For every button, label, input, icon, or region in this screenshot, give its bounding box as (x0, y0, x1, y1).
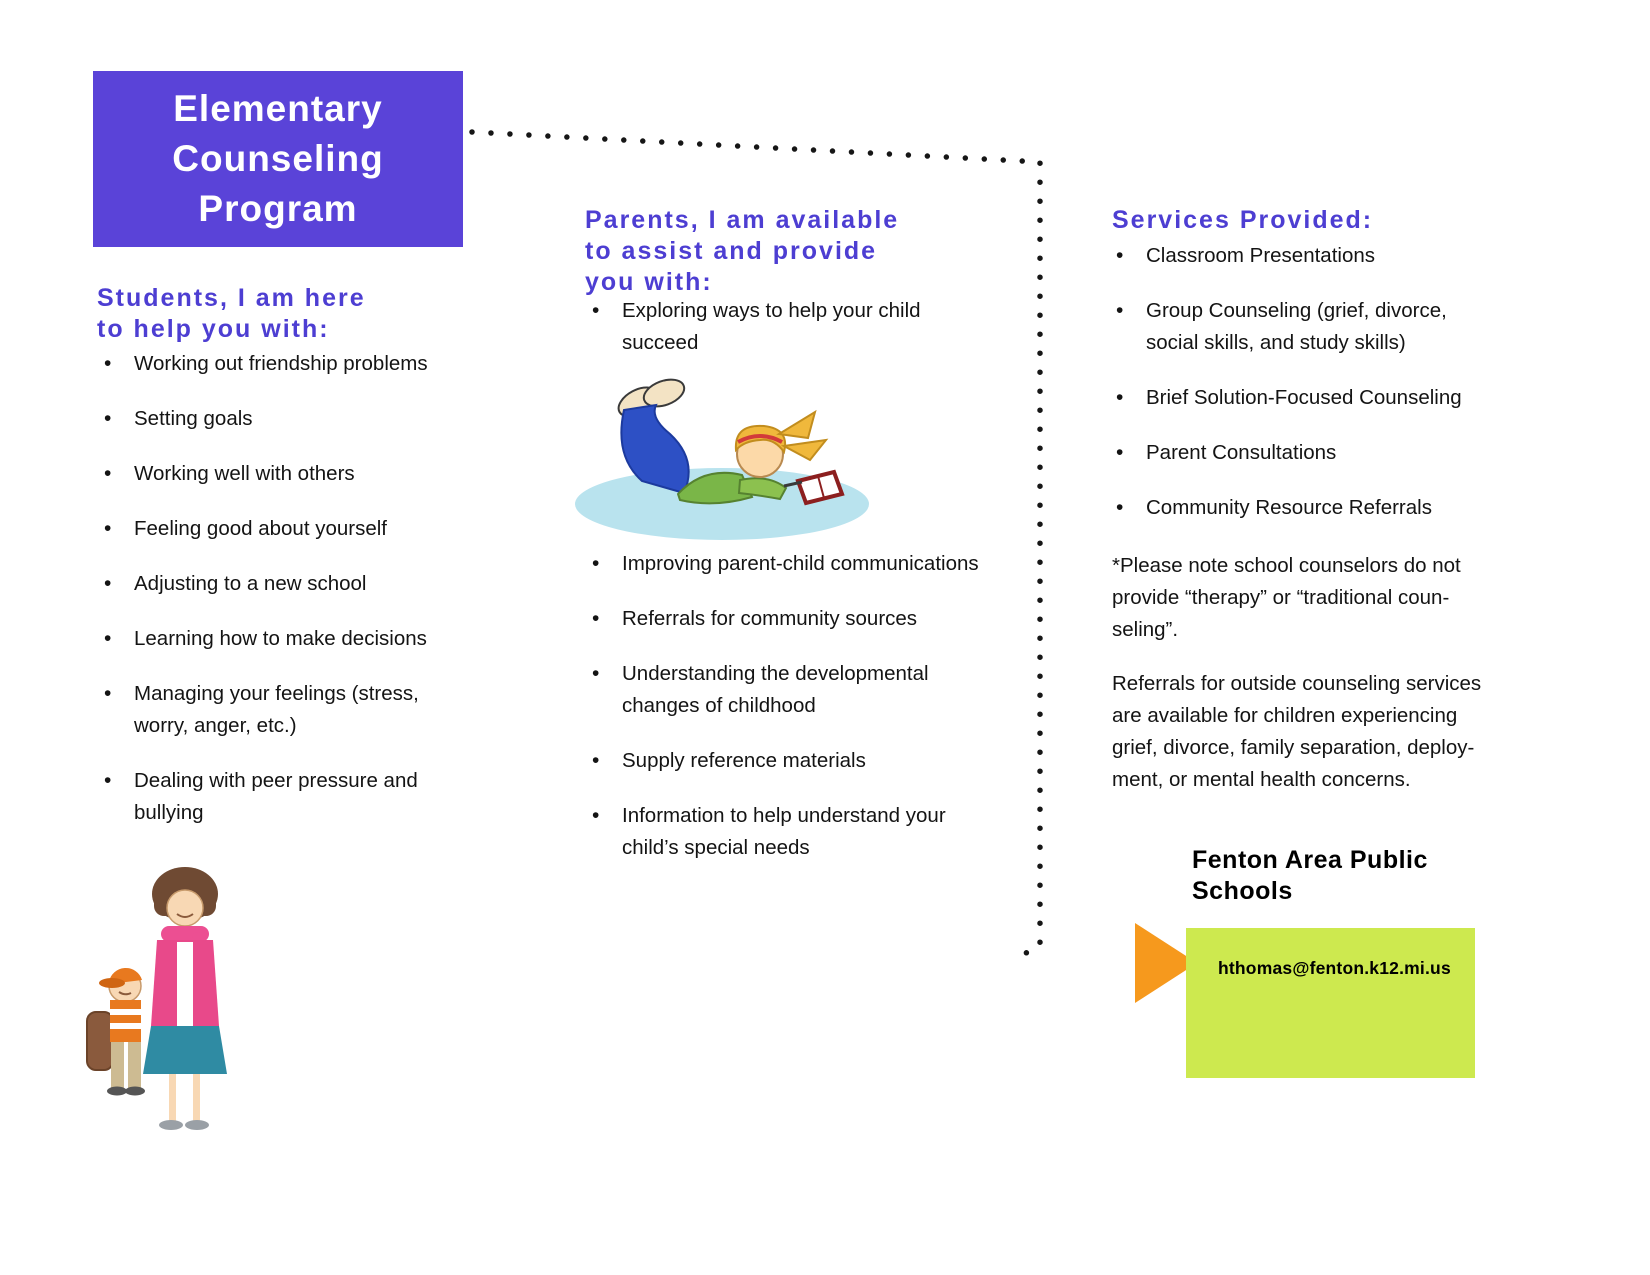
students-list (100, 348, 464, 852)
list-item: • Exploring ways to help your child succeed (588, 295, 988, 359)
school-name (1192, 845, 1428, 907)
referral-line: Referrals for outside counseling services (1112, 672, 1482, 695)
list-item: • Managing your feelings (stress, worry, anger, etc.) (100, 678, 464, 742)
heading-line: you with: (585, 268, 713, 296)
mother-child-clipart (85, 862, 235, 1142)
list-item: • Understanding the developmental changes of childhood (588, 658, 988, 722)
email-card (1186, 928, 1475, 1078)
girl-writing-clipart (572, 378, 872, 546)
list-item: • Dealing with peer pressure and bullying (100, 765, 464, 829)
students-heading (97, 283, 366, 345)
list-item: • Parent Consultations (1112, 437, 1492, 469)
list-item: • Group Counseling (grief, divorce, social skills, and study skills) (1112, 295, 1492, 359)
list-item: • Feeling good about yourself (100, 513, 464, 545)
parents-list (588, 548, 988, 887)
heading-line: to help you with: (97, 315, 330, 343)
email-address: hthomas@fenton.k12.mi.us (1218, 958, 1451, 978)
list-item: • Learning how to make decisions (100, 623, 464, 655)
note-line: provide “therapy” or “traditional coun- (1112, 586, 1450, 609)
list-item: • Supply reference materials (588, 745, 988, 777)
list-item: • Referrals for community sources (588, 603, 988, 635)
referral-line: ment, or mental health concerns. (1112, 768, 1411, 791)
list-item: • Community Resource Referrals (1112, 492, 1492, 524)
parents-list-top (588, 295, 988, 382)
referral-line: are available for children experiencing (1112, 704, 1458, 727)
list-item: • Setting goals (100, 403, 464, 435)
list-item: • Adjusting to a new school (100, 568, 464, 600)
list-item: • Working out friendship problems (100, 348, 464, 380)
list-item: • Working well with others (100, 458, 464, 490)
school-name-line: Schools (1192, 877, 1293, 905)
school-name-line: Fenton Area Public (1192, 846, 1428, 874)
list-item: • Information to help understand your child’s special needs (588, 800, 988, 864)
title-line: Counseling (172, 138, 384, 179)
list-item: • Improving parent-child communications (588, 548, 988, 580)
note-line: *Please note school counselors do not (1112, 554, 1461, 577)
list-item: • Classroom Presentations (1112, 240, 1492, 272)
title-line: Elementary (173, 88, 383, 129)
services-list (1112, 240, 1492, 547)
services-heading: Services Provided: (1112, 206, 1374, 234)
parents-heading (585, 205, 899, 298)
note-line: seling”. (1112, 618, 1179, 641)
heading-line: Students, I am here (97, 284, 366, 312)
heading-line: Parents, I am available (585, 206, 900, 234)
counselor-note (1112, 550, 1532, 646)
title-line: Program (198, 188, 358, 229)
list-item: • Brief Solution-Focused Counseling (1112, 382, 1492, 414)
referrals-paragraph (1112, 668, 1542, 796)
title-banner (93, 71, 463, 247)
referral-line: grief, divorce, family separation, deploy- (1112, 736, 1475, 759)
heading-line: to assist and provide (585, 237, 878, 265)
